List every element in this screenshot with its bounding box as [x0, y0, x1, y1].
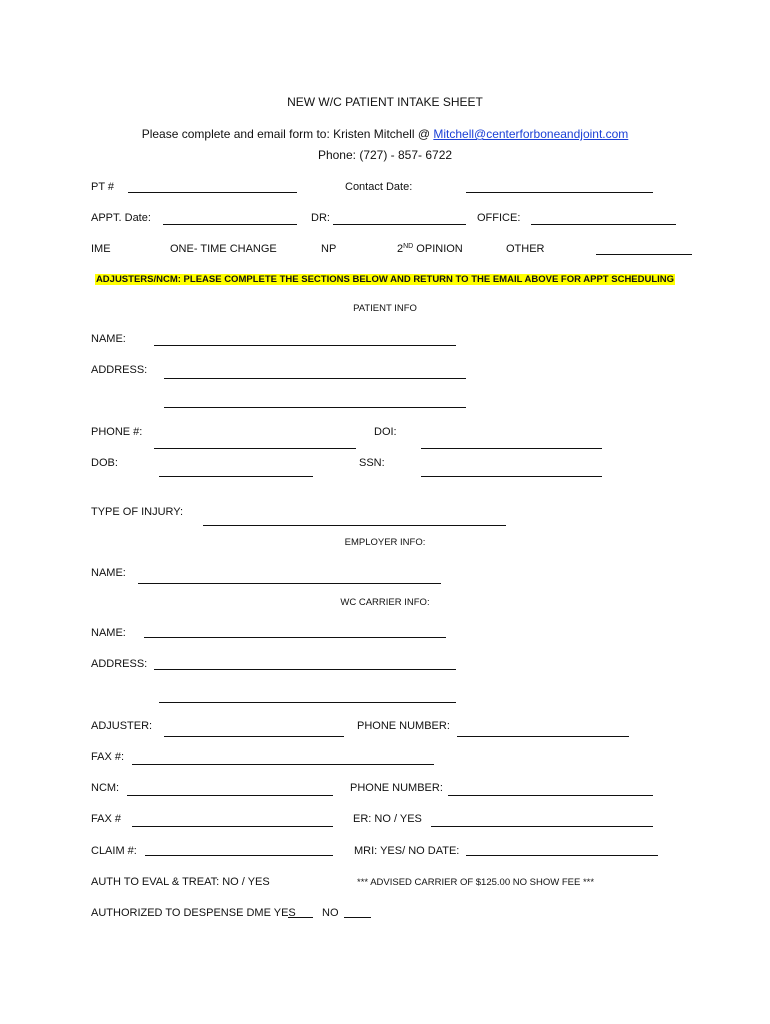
- ncm-field[interactable]: [127, 795, 333, 796]
- adjuster-phone-label: PHONE NUMBER:: [357, 720, 450, 732]
- employer-name-field[interactable]: [138, 583, 441, 584]
- other-option[interactable]: OTHER: [506, 243, 545, 255]
- patient-address-label: ADDRESS:: [91, 364, 148, 376]
- ncm-phone-label: PHONE NUMBER:: [350, 782, 443, 794]
- ssn-field[interactable]: [421, 476, 602, 477]
- patient-address-field-line2[interactable]: [164, 407, 466, 408]
- doi-field[interactable]: [421, 448, 602, 449]
- doi-label: DOI:: [374, 426, 397, 438]
- carrier-info-heading: WC CARRIER INFO:: [340, 597, 430, 608]
- appt-date-field[interactable]: [163, 224, 297, 225]
- carrier-address-field[interactable]: [154, 669, 456, 670]
- contact-date-field[interactable]: [466, 192, 653, 193]
- phone-line: Phone: (727) - 857- 6722: [317, 148, 453, 162]
- injury-type-label: TYPE OF INJURY:: [91, 506, 184, 518]
- carrier-address-field-line2[interactable]: [159, 702, 456, 703]
- fax2-field[interactable]: [132, 826, 333, 827]
- dme-label: AUTHORIZED TO DESPENSE DME YES: [91, 907, 296, 919]
- fax-label: FAX #:: [91, 751, 125, 763]
- patient-phone-label: PHONE #:: [91, 426, 143, 438]
- patient-name-field[interactable]: [154, 345, 456, 346]
- patient-info-heading: PATIENT INFO: [353, 303, 417, 314]
- dob-label: DOB:: [91, 457, 118, 469]
- adjuster-phone-field[interactable]: [457, 736, 629, 737]
- employer-info-heading: EMPLOYER INFO:: [344, 537, 426, 548]
- carrier-name-field[interactable]: [144, 637, 446, 638]
- notice-text: ADJUSTERS/NCM: PLEASE COMPLETE THE SECTIONS BELOW AND RETURN TO THE EMAIL ABOVE FOR APPT SCHEDULING: [95, 274, 675, 285]
- email-link[interactable]: Mitchell@centerforboneandjoint.com: [433, 127, 629, 141]
- adjuster-label: ADJUSTER:: [91, 720, 153, 732]
- fax-field[interactable]: [132, 764, 434, 765]
- dme-yes-field[interactable]: [288, 917, 313, 918]
- adjuster-field[interactable]: [164, 736, 344, 737]
- dob-field[interactable]: [159, 476, 313, 477]
- appt-date-label: APPT. Date:: [91, 212, 151, 224]
- patient-address-field[interactable]: [164, 378, 466, 379]
- ime-option[interactable]: IME: [91, 243, 111, 255]
- carrier-name-label: NAME:: [91, 627, 126, 639]
- mri-date-field[interactable]: [466, 855, 658, 856]
- contact-date-label: Contact Date:: [345, 181, 413, 193]
- instruction-line: [0, 127, 770, 141]
- patient-name-label: NAME:: [91, 333, 126, 345]
- employer-name-label: NAME:: [91, 567, 126, 579]
- dme-no-field[interactable]: [344, 917, 371, 918]
- mri-label: MRI: YES/ NO DATE:: [354, 845, 460, 857]
- er-field[interactable]: [431, 826, 653, 827]
- office-label: OFFICE:: [477, 212, 521, 224]
- no-show-fee-notice: *** ADVISED CARRIER OF $125.00 NO SHOW FEE ***: [357, 877, 595, 888]
- one-time-change-option[interactable]: ONE- TIME CHANGE: [170, 243, 277, 255]
- er-label: ER: NO / YES: [353, 813, 422, 825]
- pt-field[interactable]: [128, 192, 297, 193]
- injury-type-field[interactable]: [203, 525, 506, 526]
- fax2-label: FAX #: [91, 813, 121, 825]
- claim-label: CLAIM #:: [91, 845, 137, 857]
- dr-field[interactable]: [333, 224, 466, 225]
- pt-label: PT #: [91, 181, 115, 193]
- ncm-label: NCM:: [91, 782, 120, 794]
- claim-field[interactable]: [145, 855, 333, 856]
- second-opinion-number: 2: [397, 243, 404, 255]
- other-field[interactable]: [596, 254, 692, 255]
- second-opinion-text: OPINION: [413, 243, 463, 255]
- second-opinion-option[interactable]: [397, 242, 463, 256]
- instruction-text: Please complete and email form to: Kristen Mitchell @: [141, 127, 434, 141]
- patient-phone-field[interactable]: [154, 448, 356, 449]
- dme-no-label: NO: [322, 907, 339, 919]
- np-option[interactable]: NP: [321, 243, 337, 255]
- second-opinion-superscript: ND: [403, 243, 414, 250]
- page-title: NEW W/C PATIENT INTAKE SHEET: [287, 95, 483, 109]
- ssn-label: SSN:: [359, 457, 385, 469]
- ncm-phone-field[interactable]: [448, 795, 653, 796]
- notice-banner: [0, 272, 770, 287]
- carrier-address-label: ADDRESS:: [91, 658, 148, 670]
- dr-label: DR:: [311, 212, 330, 224]
- auth-eval-treat-label: AUTH TO EVAL & TREAT: NO / YES: [91, 876, 270, 888]
- office-field[interactable]: [531, 224, 676, 225]
